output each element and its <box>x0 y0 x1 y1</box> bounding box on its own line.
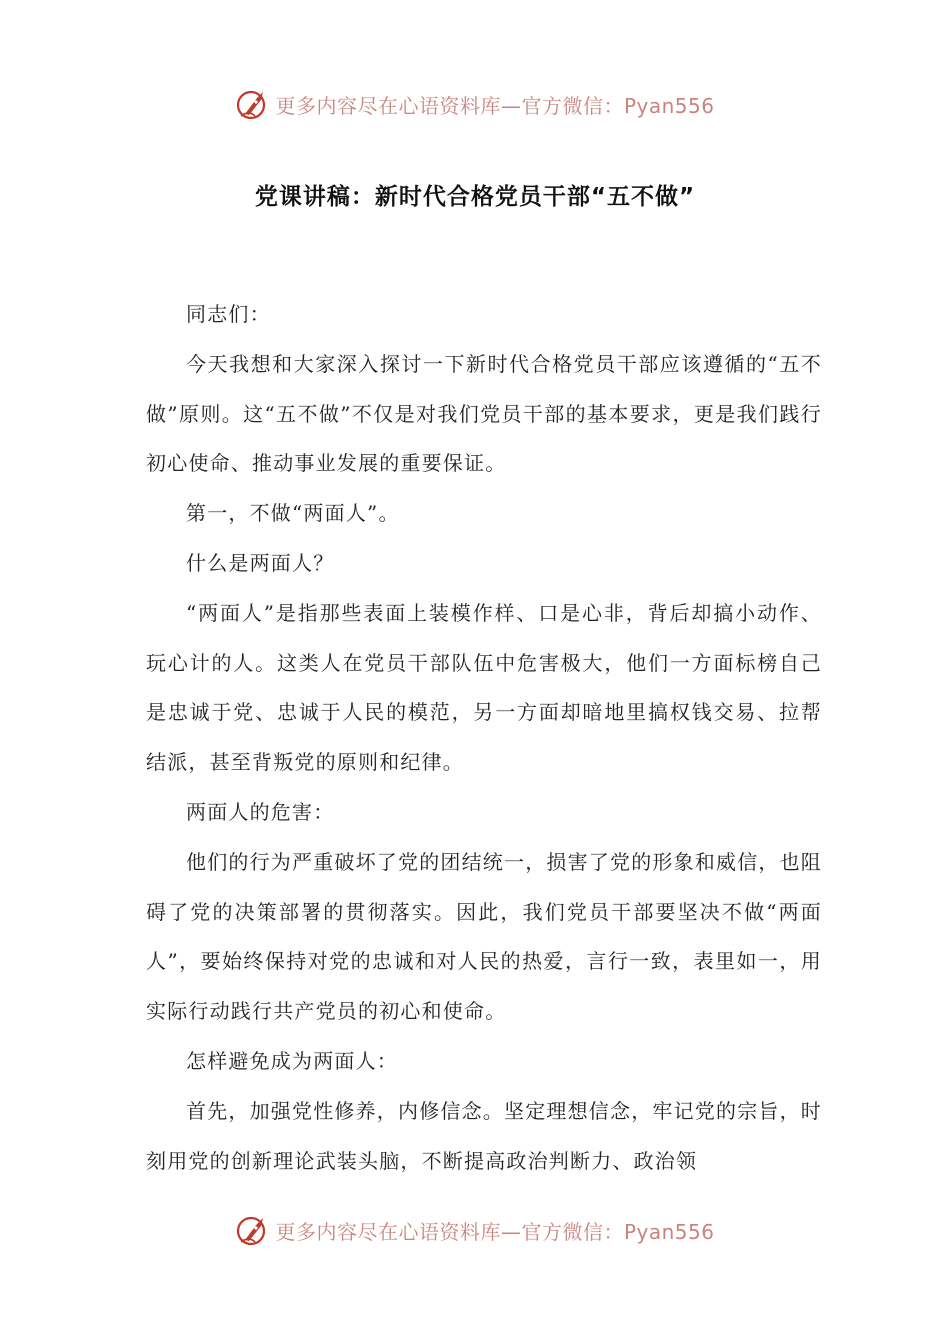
paragraph: 今天我想和大家深入探讨一下新时代合格党员干部应该遵循的“五不做”原则。这“五不做”不仅是对我们党员干部的基本要求，更是我们践行初心使命、推动事业发展的重要保证。 <box>146 351 822 476</box>
paragraph: 什么是两面人？ <box>186 550 335 575</box>
paragraph: 同志们： <box>186 302 271 326</box>
paragraph: “两面人”是指那些表面上装模作样、口是心非，背后却搞小动作、玩心计的人。这类人在党员干部队伍中危害极大，他们一方面标榜自己是忠诚于党、忠诚于人民的模范，另一方面却暗地里搞权钱交易、拉帮结派，甚至背叛党的原则和纪律。 <box>146 600 822 775</box>
paragraph: 怎样避免成为两面人： <box>186 1048 398 1073</box>
header-banner <box>0 82 950 126</box>
paragraph: 首先，加强党性修养，内修信念。坚定理想信念，牢记党的宗旨，时刻用党的创新理论武装头脑，不断提高政治判断力、政治领 <box>146 1098 822 1173</box>
pen-nib-circle-icon <box>235 86 271 122</box>
paragraph: 第一，不做“两面人”。 <box>186 501 400 526</box>
paragraph: 两面人的危害： <box>186 799 335 824</box>
footer-banner <box>0 1208 950 1252</box>
page-title: 党课讲稿：新时代合格党员干部“五不做” <box>254 184 696 210</box>
paragraph: 他们的行为严重破坏了党的团结统一，损害了党的形象和威信，也阻碍了党的决策部署的贯彻落实。因此，我们党员干部要坚决不做“两面人”，要始终保持对党的忠诚和对人民的热爱，言行一致，表里如一，用实际行动践行共产党员的初心和使命。 <box>146 849 822 1024</box>
header-ad-text: 更多内容尽在心语资料库—官方微信：Pyan556 <box>275 93 715 118</box>
pen-nib-circle-icon <box>235 1212 271 1248</box>
footer-ad-text: 更多内容尽在心语资料库—官方微信：Pyan556 <box>275 1219 715 1244</box>
document-body <box>146 290 822 1186</box>
